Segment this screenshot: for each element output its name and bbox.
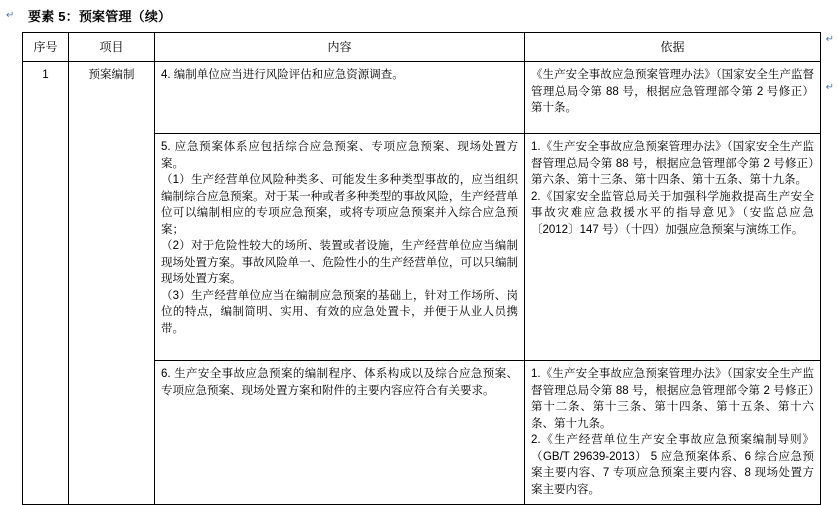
column-header-item: 项目 [69, 33, 155, 62]
cell-basis [525, 361, 821, 505]
cell-serial-number: 1 [23, 62, 69, 505]
content-paragraph: （2）对于危险性较大的场所、装置或者设施，生产经营单位应当编制现场处置方案。事故风险单一、危险性小的生产经营单位，可以只编制现场处置方案。 [161, 240, 518, 285]
requirements-table [22, 32, 821, 505]
column-header-content: 内容 [155, 33, 525, 62]
page-title: 要素 5：预案管理（续） [28, 9, 172, 24]
basis-paragraph: 2.《国家安全监管总局关于加强科学施救提高生产安全事故灾难应急救援水平的指导意见》（安监总应急〔2012〕147 号）（十四）加强应急预案与演练工作。 [531, 190, 814, 236]
column-header-basis: 依据 [525, 33, 821, 62]
table-header-row [23, 33, 821, 62]
content-paragraph: 4. 编制单位应当进行风险评估和应急资源调查。 [161, 69, 404, 81]
cell-content [155, 361, 525, 505]
basis-paragraph: 1.《生产安全事故应急预案管理办法》（国家安全生产监督管理总局令第 88 号，根据应急管理部令第 2 号修正）第十二条、第十三条、第十四条、第十五条、第十六条、第十九条。 [531, 368, 814, 430]
basis-paragraph: 《生产安全事故应急预案管理办法》（国家安全生产监督管理总局令第 88 号，根据应急管理部令第 2 号修正） 第十条。 [531, 69, 814, 114]
edit-mark-left: ↵ [6, 10, 15, 21]
content-paragraph: 5. 应急预案体系应包括综合应急预案、专项应急预案、现场处置方案。 [161, 141, 518, 170]
cell-item-name: 预案编制 [69, 62, 155, 505]
content-paragraph: （1）生产经营单位风险种类多、可能发生多种类型事故的，应当组织编制综合应急预案。对于某一种或者多种类型的事故风险，生产经营单位可以编制相应的专项应急预案，或将专项应急预案并入综合应急预案； [161, 174, 518, 236]
table-row [23, 62, 821, 134]
basis-paragraph: 1.《生产安全事故应急预案管理办法》（国家安全生产监督管理总局令第 88 号，根据应急管理部令第 2 号修正）第六条、第十三条、第十四条、第十五条、第十九条。 [531, 141, 814, 186]
basis-paragraph: 2.《生产经营单位生产安全事故应急预案编制导则》（GB/T 29639-2013） 5 应急预案体系、6 综合应急预案主要内容、7 专项应急预案主要内容、8 现场处置方案主要内容。 [531, 434, 814, 496]
cell-content [155, 62, 525, 134]
cell-content [155, 134, 525, 361]
cell-basis [525, 134, 821, 361]
content-paragraph: 6. 生产安全事故应急预案的编制程序、体系构成以及综合应急预案、专项应急预案、现场处置方案和附件的主要内容应符合有关要求。 [161, 368, 518, 397]
content-paragraph: （3）生产经营单位应当在编制应急预案的基础上，针对工作场所、岗位的特点，编制简明、实用、有效的应急处置卡，并便于从业人员携带。 [161, 289, 518, 335]
edit-mark-row1: ↵ [825, 82, 834, 93]
cell-basis [525, 62, 821, 134]
edit-mark-header: ↵ [825, 34, 834, 45]
column-header-no: 序号 [23, 33, 69, 62]
